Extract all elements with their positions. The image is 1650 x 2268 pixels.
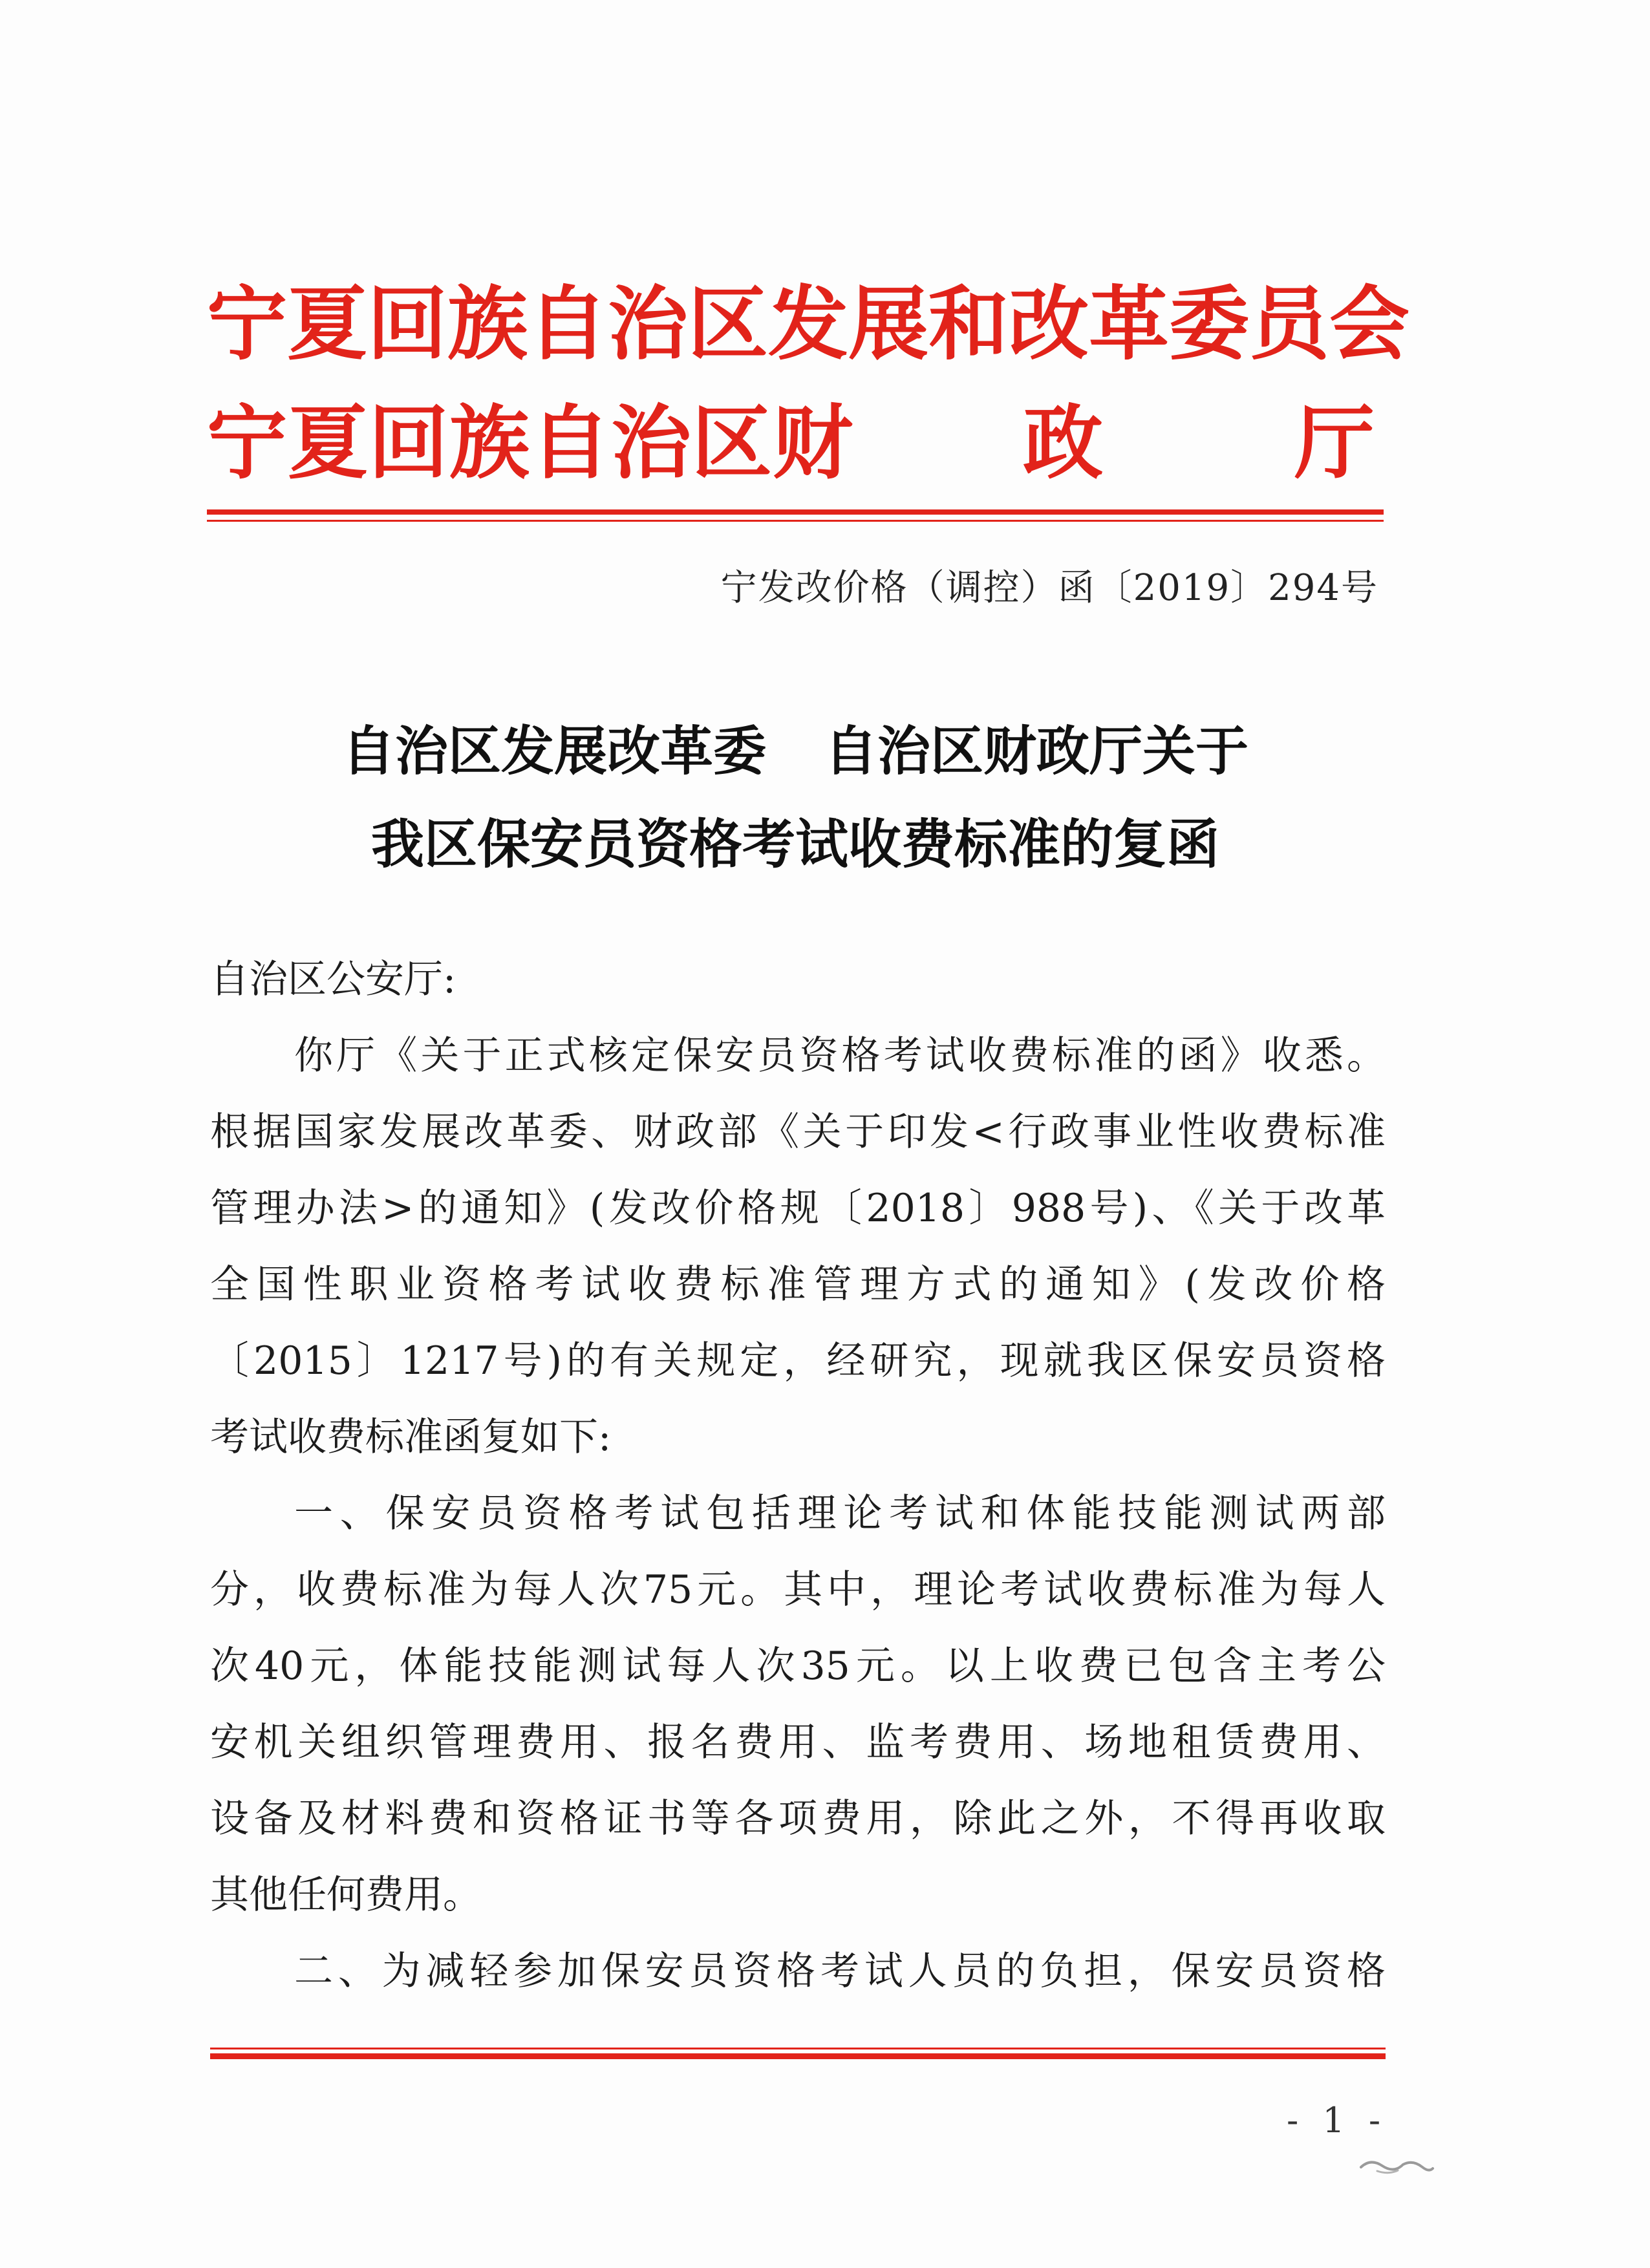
body-line-1: 你厅《关于正式核定保安员资格考试收费标准的函》收悉。: [294, 1033, 1386, 1078]
salutation: 自治区公安厅:: [210, 957, 456, 1002]
body-line-12: 其他任何费用。: [210, 1872, 482, 1918]
body-line-8: 分，收费标准为每人次75元。其中，理论考试收费标准为每人: [210, 1567, 1386, 1612]
scan-smudge-mark: [1358, 2153, 1435, 2179]
footer-rule-thick: [210, 2053, 1386, 2059]
document-title-line-1: [207, 710, 1384, 794]
letterhead-rule-thin: [207, 520, 1384, 522]
letterhead-org-2-part-2: 政: [1023, 396, 1104, 490]
page-number: - 1 -: [1287, 2100, 1388, 2141]
letterhead-line-2: [207, 396, 1384, 490]
body-line-4: 全国性职业资格考试收费标准管理方式的通知》(发改价格: [210, 1262, 1386, 1307]
letterhead-rule-thick: [207, 509, 1384, 515]
body-line-13: 二、为减轻参加保安员资格考试人员的负担，保安员资格: [294, 1949, 1386, 1994]
body-line-3: 管理办法>的通知》(发改价格规〔2018〕988号)、《关于改革: [210, 1186, 1386, 1231]
body-line-6: 考试收费标准函复如下:: [210, 1415, 612, 1460]
title-issuer-1: 自治区发展改革委: [341, 721, 766, 782]
body-line-7: 一、保安员资格考试包括理论考试和体能技能测试两部: [294, 1491, 1386, 1536]
document-title-line-2: 我区保安员资格考试收费标准的复函: [370, 814, 1219, 875]
body-line-2: 根据国家发展改革委、财政部《关于印发<行政事业性收费标准: [210, 1109, 1386, 1155]
body-line-9: 次40元，体能技能测试每人次35元。以上收费已包含主考公: [210, 1643, 1386, 1689]
letterhead-line-1: [207, 277, 1410, 371]
body-line-5: 〔2015〕1217号)的有关规定，经研究，现就我区保安员资格: [210, 1338, 1386, 1384]
footer-rule-thin: [210, 2048, 1386, 2049]
letterhead-org-1: 宁夏回族自治区发展和改革委员会: [207, 277, 1410, 371]
letterhead-org-2-part-1: 宁夏回族自治区财: [207, 396, 854, 490]
title-issuer-2: 自治区财政厅关于: [824, 721, 1249, 782]
document-number: 宁发改价格（调控）函〔2019〕294号: [720, 567, 1378, 609]
body-line-11: 设备及材料费和资格证书等各项费用，除此之外，不得再收取: [210, 1796, 1386, 1841]
letterhead-org-2-part-3: 厅: [1294, 396, 1376, 490]
body-line-10: 安机关组织管理费用、报名费用、监考费用、场地租赁费用、: [210, 1720, 1386, 1765]
